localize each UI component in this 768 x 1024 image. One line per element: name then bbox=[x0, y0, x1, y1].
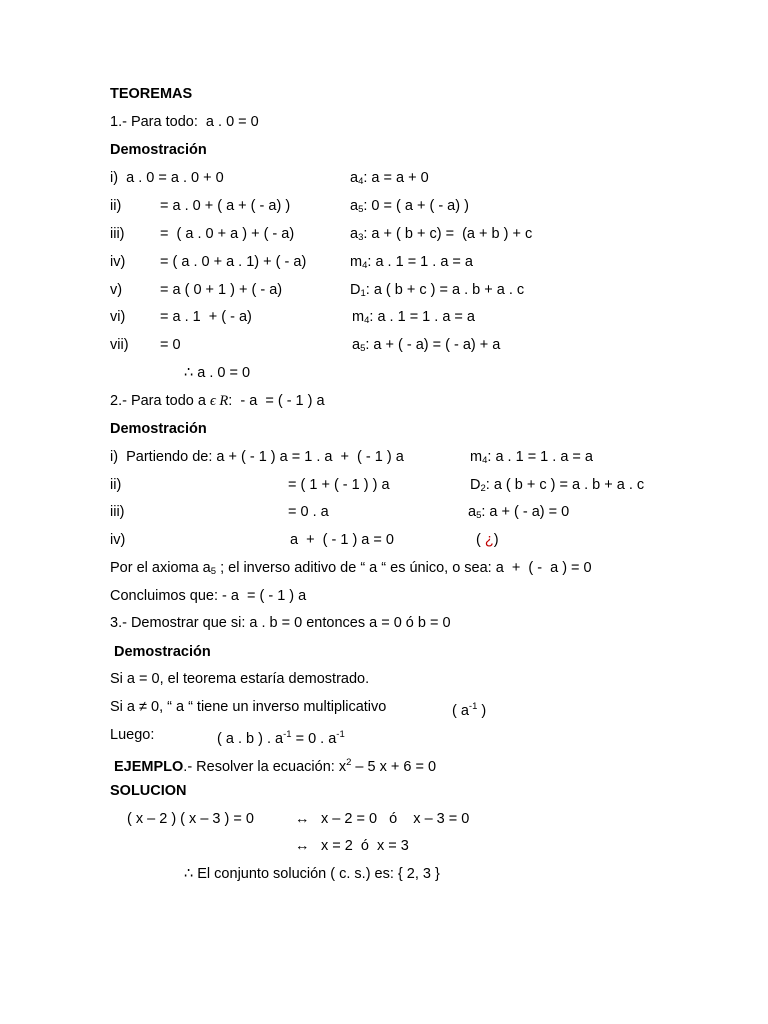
example-statement: EJEMPLO.- Resolver la ecuación: $x^2 - 5$ x + 6 = 0 bbox=[114, 757, 437, 775]
t2-step-4-question: ( ¿) bbox=[476, 532, 499, 548]
t1-step-3-expr: = ( a . 0 + a ) + ( - a) bbox=[160, 226, 295, 242]
t1-step-1-left: i) a . 0 = a . 0 + 0 bbox=[110, 170, 224, 186]
theorem-3-demo-heading: Demostración bbox=[114, 644, 211, 660]
iff-arrow-icon-2: ↔ bbox=[295, 838, 310, 854]
iff-arrow-icon: ↔ bbox=[295, 811, 310, 827]
theorem-2-demo-heading: Demostración bbox=[110, 421, 207, 437]
t2-axiom-note: Por el axioma $a_5$ ; el inverso aditivo de “ a “ es único, o sea: a + ( - a ) = 0 bbox=[110, 560, 592, 577]
t2-conclusion: Concluimos que: - a = ( - 1 ) a bbox=[110, 588, 307, 604]
t1-step-3-label: iii) bbox=[110, 226, 125, 242]
therefore-icon-2: ∴ bbox=[184, 866, 194, 882]
theorem-1-statement: 1.- Para todo: a . 0 = 0 bbox=[110, 114, 259, 130]
t1-step-7-label: vii) bbox=[110, 337, 129, 353]
t3-line-2: Si a ≠ 0, “ a “ tiene un inverso multiplicativo bbox=[110, 699, 387, 715]
t1-step-4-label: iv) bbox=[110, 254, 126, 270]
t3-luego-label: Luego: bbox=[110, 727, 155, 743]
t3-line-1: Si a = 0, el teorema estaría demostrado. bbox=[110, 671, 370, 687]
t2-step-2-label: ii) bbox=[110, 477, 122, 493]
theorem-1-demo-heading: Demostración bbox=[110, 142, 207, 158]
t1-step-3-axiom: $a_3$: a + ( b + c) = (a + b ) + c bbox=[350, 226, 533, 243]
t1-step-7-axiom: $a_5$: a + ( - a) = ( - a) + a bbox=[352, 337, 501, 354]
t1-step-6-label: vi) bbox=[110, 309, 126, 325]
question-mark-icon: ¿ bbox=[484, 532, 494, 548]
t2-step-3-label: iii) bbox=[110, 504, 125, 520]
t1-step-1-axiom: $a_4$: a = a + 0 bbox=[350, 170, 429, 187]
t1-step-4-axiom: $m_4$: a . 1 = 1 . a = a bbox=[350, 254, 473, 271]
solution-heading: SOLUCION bbox=[110, 783, 187, 799]
t2-step-4-label: iv) bbox=[110, 532, 126, 548]
theorem-2-statement: 2.- Para todo a ϵ R: - a = ( - 1 ) a bbox=[110, 393, 325, 409]
t1-step-2-axiom: $a_5$: 0 = ( a + ( - a) ) bbox=[350, 198, 469, 215]
t2-step-2-expr: = ( 1 + ( - 1 ) ) a bbox=[288, 477, 390, 493]
solution-row-1-right: x – 2 = 0 ó x – 3 = 0 bbox=[321, 811, 470, 827]
t1-step-6-expr: = a . 1 + ( - a) bbox=[160, 309, 252, 325]
t2-step-1-left: i) Partiendo de: a + ( - 1 ) a = 1 . a + ( - 1 ) a bbox=[110, 449, 404, 465]
t2-step-1-axiom: $m_4$: a . 1 = 1 . a = a bbox=[470, 449, 593, 466]
solution-row-2-right: x = 2 ó x = 3 bbox=[321, 838, 409, 854]
t1-step-2-label: ii) bbox=[110, 198, 122, 214]
t1-step-5-label: v) bbox=[110, 282, 123, 298]
page-title: TEOREMAS bbox=[110, 86, 193, 102]
solution-final: ∴ El conjunto solución ( c. s.) es: { 2, 3 } bbox=[184, 866, 440, 882]
t1-step-7-expr: = 0 bbox=[160, 337, 181, 353]
t1-step-5-expr: = a ( 0 + 1 ) + ( - a) bbox=[160, 282, 283, 298]
t2-step-2-axiom: $D_2$: a ( b + c ) = a . b + a . c bbox=[470, 477, 645, 494]
t1-step-2-expr: = a . 0 + ( a + ( - a) ) bbox=[160, 198, 291, 214]
t3-luego-expr: ( a . b ) . $a^{-1} = 0$ . $a^{-1}$ bbox=[217, 729, 345, 747]
t3-inverse: ( $a^{-1}$ ) bbox=[452, 701, 487, 719]
therefore-icon: ∴ bbox=[184, 365, 194, 381]
solution-row-1-left: ( x – 2 ) ( x – 3 ) = 0 bbox=[127, 811, 254, 827]
t2-step-3-axiom: $a_5$: a + ( - a) = 0 bbox=[468, 504, 570, 521]
t2-step-3-expr: = 0 . a bbox=[288, 504, 329, 520]
t1-step-6-axiom: $m_4$: a . 1 = 1 . a = a bbox=[352, 309, 475, 326]
theorem-3-statement: 3.- Demostrar que si: a . b = 0 entonces a = 0 ó b = 0 bbox=[110, 615, 451, 631]
t2-step-4-expr: a + ( - 1 ) a = 0 bbox=[290, 532, 394, 548]
t1-step-5-axiom: $D_1$: a ( b + c ) = a . b + a . c bbox=[350, 282, 525, 299]
t1-conclusion: ∴ a . 0 = 0 bbox=[184, 365, 251, 381]
t1-step-4-expr: = ( a . 0 + a . 1) + ( - a) bbox=[160, 254, 307, 270]
